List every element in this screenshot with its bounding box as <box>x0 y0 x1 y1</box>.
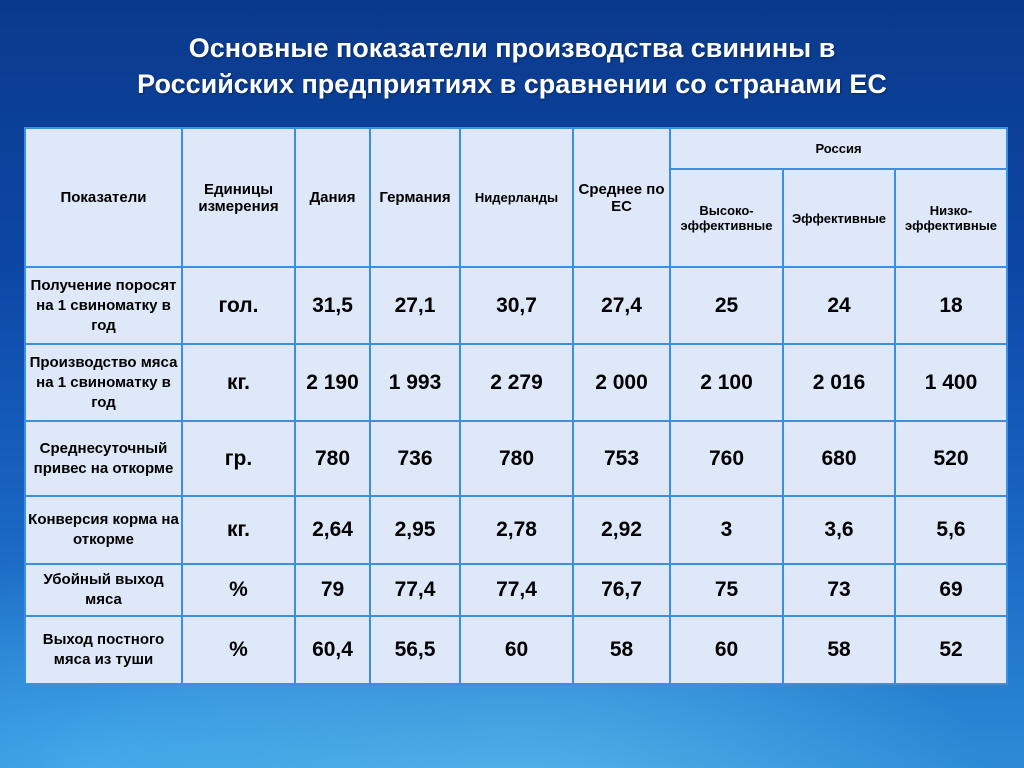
value-cell: 60 <box>670 616 783 684</box>
indicator-cell: Конверсия корма на откорме <box>25 496 182 564</box>
value-cell: 2,78 <box>460 496 573 564</box>
table-row <box>25 616 1007 684</box>
table-row <box>25 496 1007 564</box>
table-row <box>25 421 1007 496</box>
value-cell: 31,5 <box>295 267 370 344</box>
indicator-cell: Убойный выход мяса <box>25 564 182 616</box>
value-cell: 79 <box>295 564 370 616</box>
header-units: Единицы измерения <box>182 128 295 267</box>
value-cell: 753 <box>573 421 670 496</box>
value-cell: 75 <box>670 564 783 616</box>
unit-cell: % <box>182 564 295 616</box>
value-cell: 27,1 <box>370 267 460 344</box>
indicator-cell: Среднесуточный привес на откорме <box>25 421 182 496</box>
value-cell: 77,4 <box>460 564 573 616</box>
value-cell: 760 <box>670 421 783 496</box>
header-denmark: Дания <box>295 128 370 267</box>
value-cell: 18 <box>895 267 1007 344</box>
value-cell: 1 993 <box>370 344 460 421</box>
table-row <box>25 267 1007 344</box>
value-cell: 1 400 <box>895 344 1007 421</box>
indicator-cell: Производство мяса на 1 свиноматку в год <box>25 344 182 421</box>
header-russia-high: Высоко-эффективные <box>670 169 783 267</box>
value-cell: 520 <box>895 421 1007 496</box>
value-cell: 30,7 <box>460 267 573 344</box>
value-cell: 2 016 <box>783 344 895 421</box>
header-germany: Германия <box>370 128 460 267</box>
value-cell: 24 <box>783 267 895 344</box>
value-cell: 3 <box>670 496 783 564</box>
value-cell: 3,6 <box>783 496 895 564</box>
value-cell: 2,64 <box>295 496 370 564</box>
unit-cell: гр. <box>182 421 295 496</box>
header-eu-average: Среднее по ЕС <box>573 128 670 267</box>
unit-cell: гол. <box>182 267 295 344</box>
value-cell: 2 100 <box>670 344 783 421</box>
value-cell: 58 <box>573 616 670 684</box>
value-cell: 5,6 <box>895 496 1007 564</box>
value-cell: 680 <box>783 421 895 496</box>
value-cell: 77,4 <box>370 564 460 616</box>
table-body <box>25 267 1007 684</box>
indicator-cell: Получение поросят на 1 свиноматку в год <box>25 267 182 344</box>
indicator-cell: Выход постного мяса из туши <box>25 616 182 684</box>
value-cell: 2 190 <box>295 344 370 421</box>
title-line-1: Основные показатели производства свинины в <box>188 33 836 63</box>
header-netherlands: Нидерланды <box>460 128 573 267</box>
value-cell: 52 <box>895 616 1007 684</box>
slide-title <box>60 30 964 102</box>
value-cell: 780 <box>460 421 573 496</box>
value-cell: 69 <box>895 564 1007 616</box>
value-cell: 2,92 <box>573 496 670 564</box>
title-line-2: Российских предприятиях в сравнении со странами ЕС <box>137 69 887 99</box>
unit-cell: % <box>182 616 295 684</box>
unit-cell: кг. <box>182 344 295 421</box>
value-cell: 58 <box>783 616 895 684</box>
unit-cell: кг. <box>182 496 295 564</box>
value-cell: 2 279 <box>460 344 573 421</box>
value-cell: 25 <box>670 267 783 344</box>
value-cell: 780 <box>295 421 370 496</box>
value-cell: 2,95 <box>370 496 460 564</box>
value-cell: 736 <box>370 421 460 496</box>
header-russia: Россия <box>670 128 1007 169</box>
value-cell: 60,4 <box>295 616 370 684</box>
value-cell: 56,5 <box>370 616 460 684</box>
value-cell: 60 <box>460 616 573 684</box>
header-russia-low: Низко-эффективные <box>895 169 1007 267</box>
value-cell: 2 000 <box>573 344 670 421</box>
comparison-table <box>24 127 1008 685</box>
value-cell: 73 <box>783 564 895 616</box>
table-row <box>25 564 1007 616</box>
header-indicators: Показатели <box>25 128 182 267</box>
value-cell: 76,7 <box>573 564 670 616</box>
table-row <box>25 344 1007 421</box>
header-russia-mid: Эффективные <box>783 169 895 267</box>
value-cell: 27,4 <box>573 267 670 344</box>
